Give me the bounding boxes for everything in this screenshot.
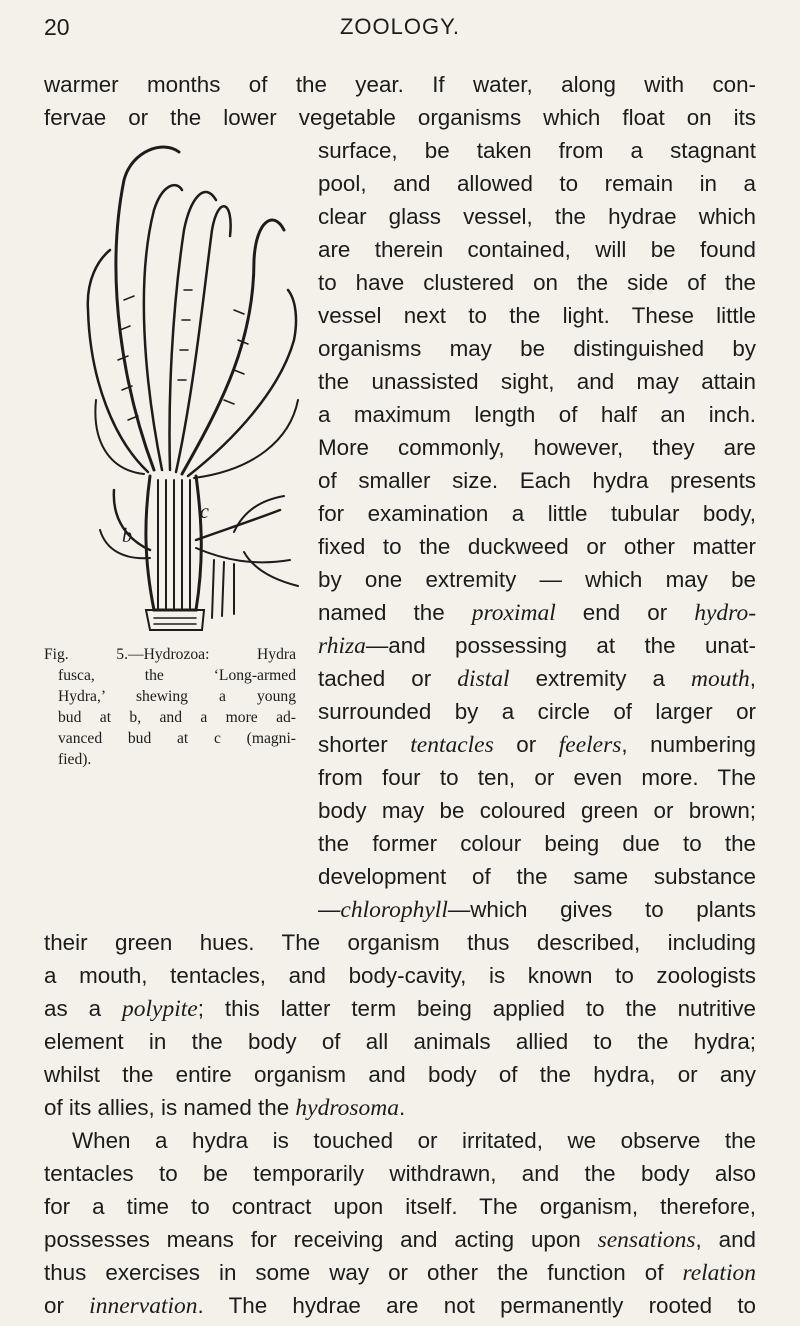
running-head: ZOOLOGY. [339, 14, 461, 39]
text-line: warmer months of the year. If water, along with con- [44, 72, 756, 97]
text-line: More commonly, however, they are [318, 435, 756, 460]
text-line: pool, and allowed to remain in a [318, 171, 756, 196]
text-line: body may be coloured green or brown; [318, 798, 756, 823]
caption-line: Hydra,’ shewing a young [58, 688, 296, 705]
text-line: to have clustered on the side of the [318, 270, 756, 295]
text-line: of smaller size. Each hydra presents [318, 468, 756, 493]
text-line: their green hues. The organism thus described, including [44, 930, 756, 955]
text-line: clear glass vessel, the hydrae which [318, 204, 756, 229]
text-line: for examination a little tubular body, [318, 501, 756, 526]
text-line: organisms may be distinguished by [318, 336, 756, 361]
text-line: When a hydra is touched or irritated, we observe the [72, 1128, 756, 1153]
text-line: or innervation. The hydrae are not permanently rooted to [44, 1293, 756, 1319]
figure-label-b: b [122, 525, 132, 547]
text-line: the unassisted sight, and may attain [318, 369, 756, 394]
text-line: from four to ten, or even more. The [318, 765, 756, 790]
caption-line: vanced bud at c (magni- [58, 730, 296, 747]
text-line: the former colour being due to the [318, 831, 756, 856]
text-line: as a polypite; this latter term being applied to the nutritive [44, 996, 756, 1022]
text-line: tached or distal extremity a mouth, [318, 666, 757, 692]
caption-line: fied). [58, 751, 92, 768]
caption-line: Fig. 5.—Hydrozoa: Hydra [44, 646, 296, 663]
text-line: thus exercises in some way or other the function of relation [44, 1260, 756, 1286]
text-line: possesses means for receiving and acting upon sensations, and [44, 1227, 756, 1253]
text-line: development of the same substance [318, 864, 756, 889]
text-line: fixed to the duckweed or other matter [318, 534, 756, 559]
text-line: tentacles to be temporarily withdrawn, and the body also [44, 1161, 756, 1186]
caption-line: fusca, the ‘Long-armed [58, 667, 296, 684]
text-line: surrounded by a circle of larger or [318, 699, 756, 724]
text-line: rhiza—and possessing at the unat- [318, 633, 756, 659]
text-line: whilst the entire organism and body of the hydra, or any [44, 1062, 756, 1087]
text-line: a mouth, tentacles, and body-cavity, is known to zoologists [44, 963, 756, 988]
text-line: a maximum length of half an inch. [318, 402, 756, 427]
hydra-illustration [84, 140, 306, 638]
text-line: vessel next to the light. These little [318, 303, 756, 328]
text-line: are therein contained, will be found [318, 237, 756, 262]
caption-line: bud at b, and a more ad- [58, 709, 296, 726]
hydra-drawing [84, 140, 306, 638]
text-line: surface, be taken from a stagnant [318, 138, 756, 163]
text-line: element in the body of all animals allied to the hydra; [44, 1029, 756, 1054]
text-line: shorter tentacles or feelers, numbering [318, 732, 756, 758]
text-line: by one extremity — which may be [318, 567, 756, 592]
figure-label-c: c [200, 501, 209, 523]
text-line: fervae or the lower vegetable organisms which float on its [44, 105, 756, 130]
text-line: for a time to contract upon itself. The organism, therefore, [44, 1194, 756, 1219]
text-line: named the proximal end or hydro- [318, 600, 757, 626]
page-header [0, 14, 800, 48]
text-line: —chlorophyll—which gives to plants [318, 897, 756, 923]
page-number: 20 [44, 14, 70, 40]
text-line: of its allies, is named the hydrosoma. [44, 1095, 406, 1121]
